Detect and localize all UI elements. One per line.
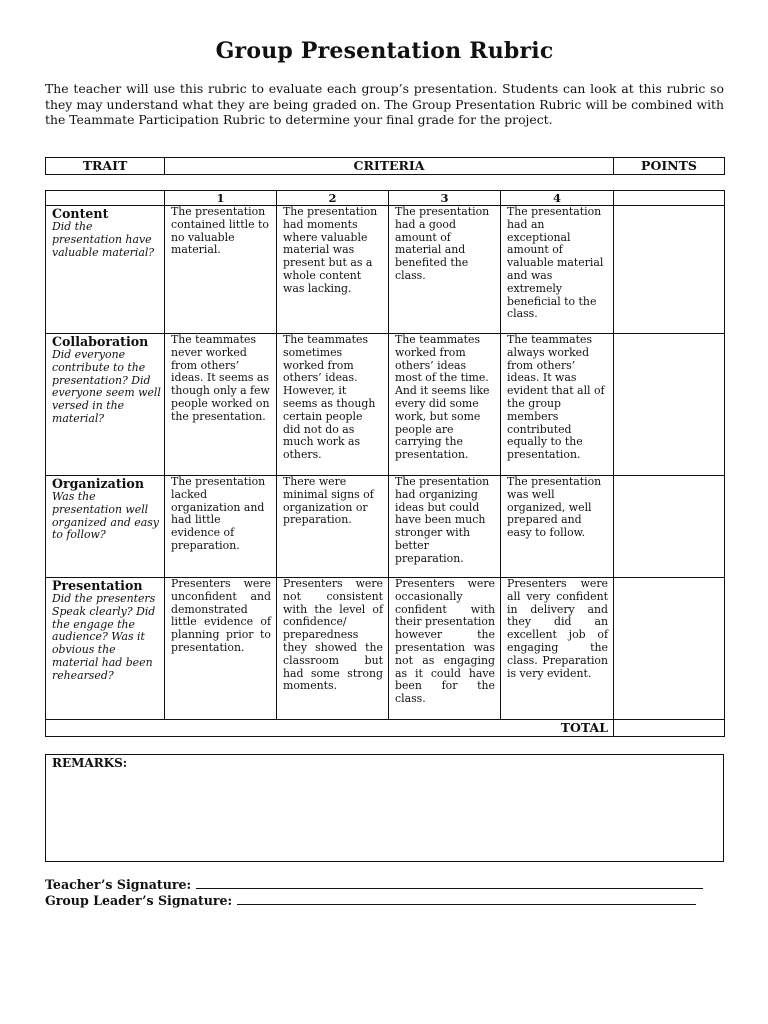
criteria-cell: The presentation had moments where valuable material was present but as a whole content was lacking. [277, 206, 389, 334]
points-header: POINTS [614, 158, 725, 175]
points-cell [614, 476, 725, 578]
criteria-cell: Presenters were occasionally confident with their presentation however the presentation was not as engaging as it could have been for the class. [389, 578, 501, 720]
teacher-signature-line[interactable] [196, 877, 703, 889]
points-cell [614, 206, 725, 334]
criteria-cell: The presentation had an exceptional amount of valuable material and was extremely beneficial to the class. [501, 206, 614, 334]
trait-name: Content [52, 206, 109, 221]
points-cell [614, 334, 725, 476]
level-number: 4 [501, 191, 614, 206]
criteria-cell: There were minimal signs of organization or preparation. [277, 476, 389, 578]
criteria-cell: The teammates never worked from others’ ideas. It seems as though only a few people worked on the presentation. [165, 334, 277, 476]
trait-cell [46, 578, 165, 720]
trait-question: Did the presentation have valuable material? [52, 220, 155, 259]
remarks-box[interactable] [45, 754, 724, 862]
leader-signature-label: Group Leader’s Signature: [45, 893, 233, 908]
level-number: 2 [277, 191, 389, 206]
leader-signature-row [45, 893, 696, 908]
trait-question: Was the presentation well organized and easy to follow? [52, 490, 159, 542]
criteria-cell: The presentation was well organized, well prepared and easy to follow. [501, 476, 614, 578]
level-number-row [46, 191, 725, 206]
rubric-table [45, 190, 725, 737]
criteria-cell: The presentation contained little to no valuable material. [165, 206, 277, 334]
remarks-label: REMARKS: [52, 756, 128, 770]
header-table [45, 157, 725, 175]
criteria-cell: The teammates worked from others’ ideas most of the time. And it seems like every did some work, but some people are carrying the presentation. [389, 334, 501, 476]
level-number: 1 [165, 191, 277, 206]
trait-name: Collaboration [52, 334, 149, 349]
criteria-cell: The teammates sometimes worked from others’ ideas. However, it seems as though certain people did not do as much work as others. [277, 334, 389, 476]
leader-signature-line[interactable] [237, 893, 696, 905]
page-title: Group Presentation Rubric [215, 38, 554, 64]
criteria-cell: The teammates always worked from others’ ideas. It was evident that all of the group members contributed equally to the presentation. [501, 334, 614, 476]
trait-name: Presentation [52, 578, 143, 593]
trait-question: Did the presenters Speak clearly? Did the engage the audience? Was it obvious the material had been rehearsed? [52, 592, 156, 682]
criteria-cell: Presenters were all very confident in delivery and they did an excellent job of engaging the class. Preparation is very evident. [501, 578, 614, 720]
trait-name: Organization [52, 476, 144, 491]
table-row [46, 206, 725, 334]
table-row [46, 476, 725, 578]
table-row [46, 578, 725, 720]
total-label: TOTAL [46, 720, 614, 737]
intro-paragraph: The teacher will use this rubric to evaluate each group’s presentation. Students can look at this rubric so they may understand what they are being graded on. The Group Presentation Rubric will be combined with the Teammate Participation Rubric to determine your final grade for the project. [45, 81, 724, 128]
points-cell [614, 578, 725, 720]
criteria-header: CRITERIA [165, 158, 614, 175]
level-number: 3 [389, 191, 501, 206]
teacher-signature-row [45, 877, 703, 892]
criteria-cell: The presentation lacked organization and had little evidence of preparation. [165, 476, 277, 578]
trait-cell [46, 334, 165, 476]
total-points-cell[interactable] [614, 720, 725, 737]
trait-question: Did everyone contribute to the presentation? Did everyone seem well versed in the material? [52, 348, 161, 425]
criteria-cell: The presentation had organizing ideas but could have been much stronger with better preparation. [389, 476, 501, 578]
total-row [46, 720, 725, 737]
trait-cell [46, 206, 165, 334]
criteria-cell: Presenters were unconfident and demonstrated little evidence of planning prior to presentation. [165, 578, 277, 720]
criteria-cell: Presenters were not consistent with the level of confidence/ preparedness they showed the classroom but had some strong moments. [277, 578, 389, 720]
trait-cell [46, 476, 165, 578]
table-row [46, 334, 725, 476]
teacher-signature-label: Teacher’s Signature: [45, 877, 192, 892]
trait-header: TRAIT [46, 158, 165, 175]
criteria-cell: The presentation had a good amount of material and benefited the class. [389, 206, 501, 334]
